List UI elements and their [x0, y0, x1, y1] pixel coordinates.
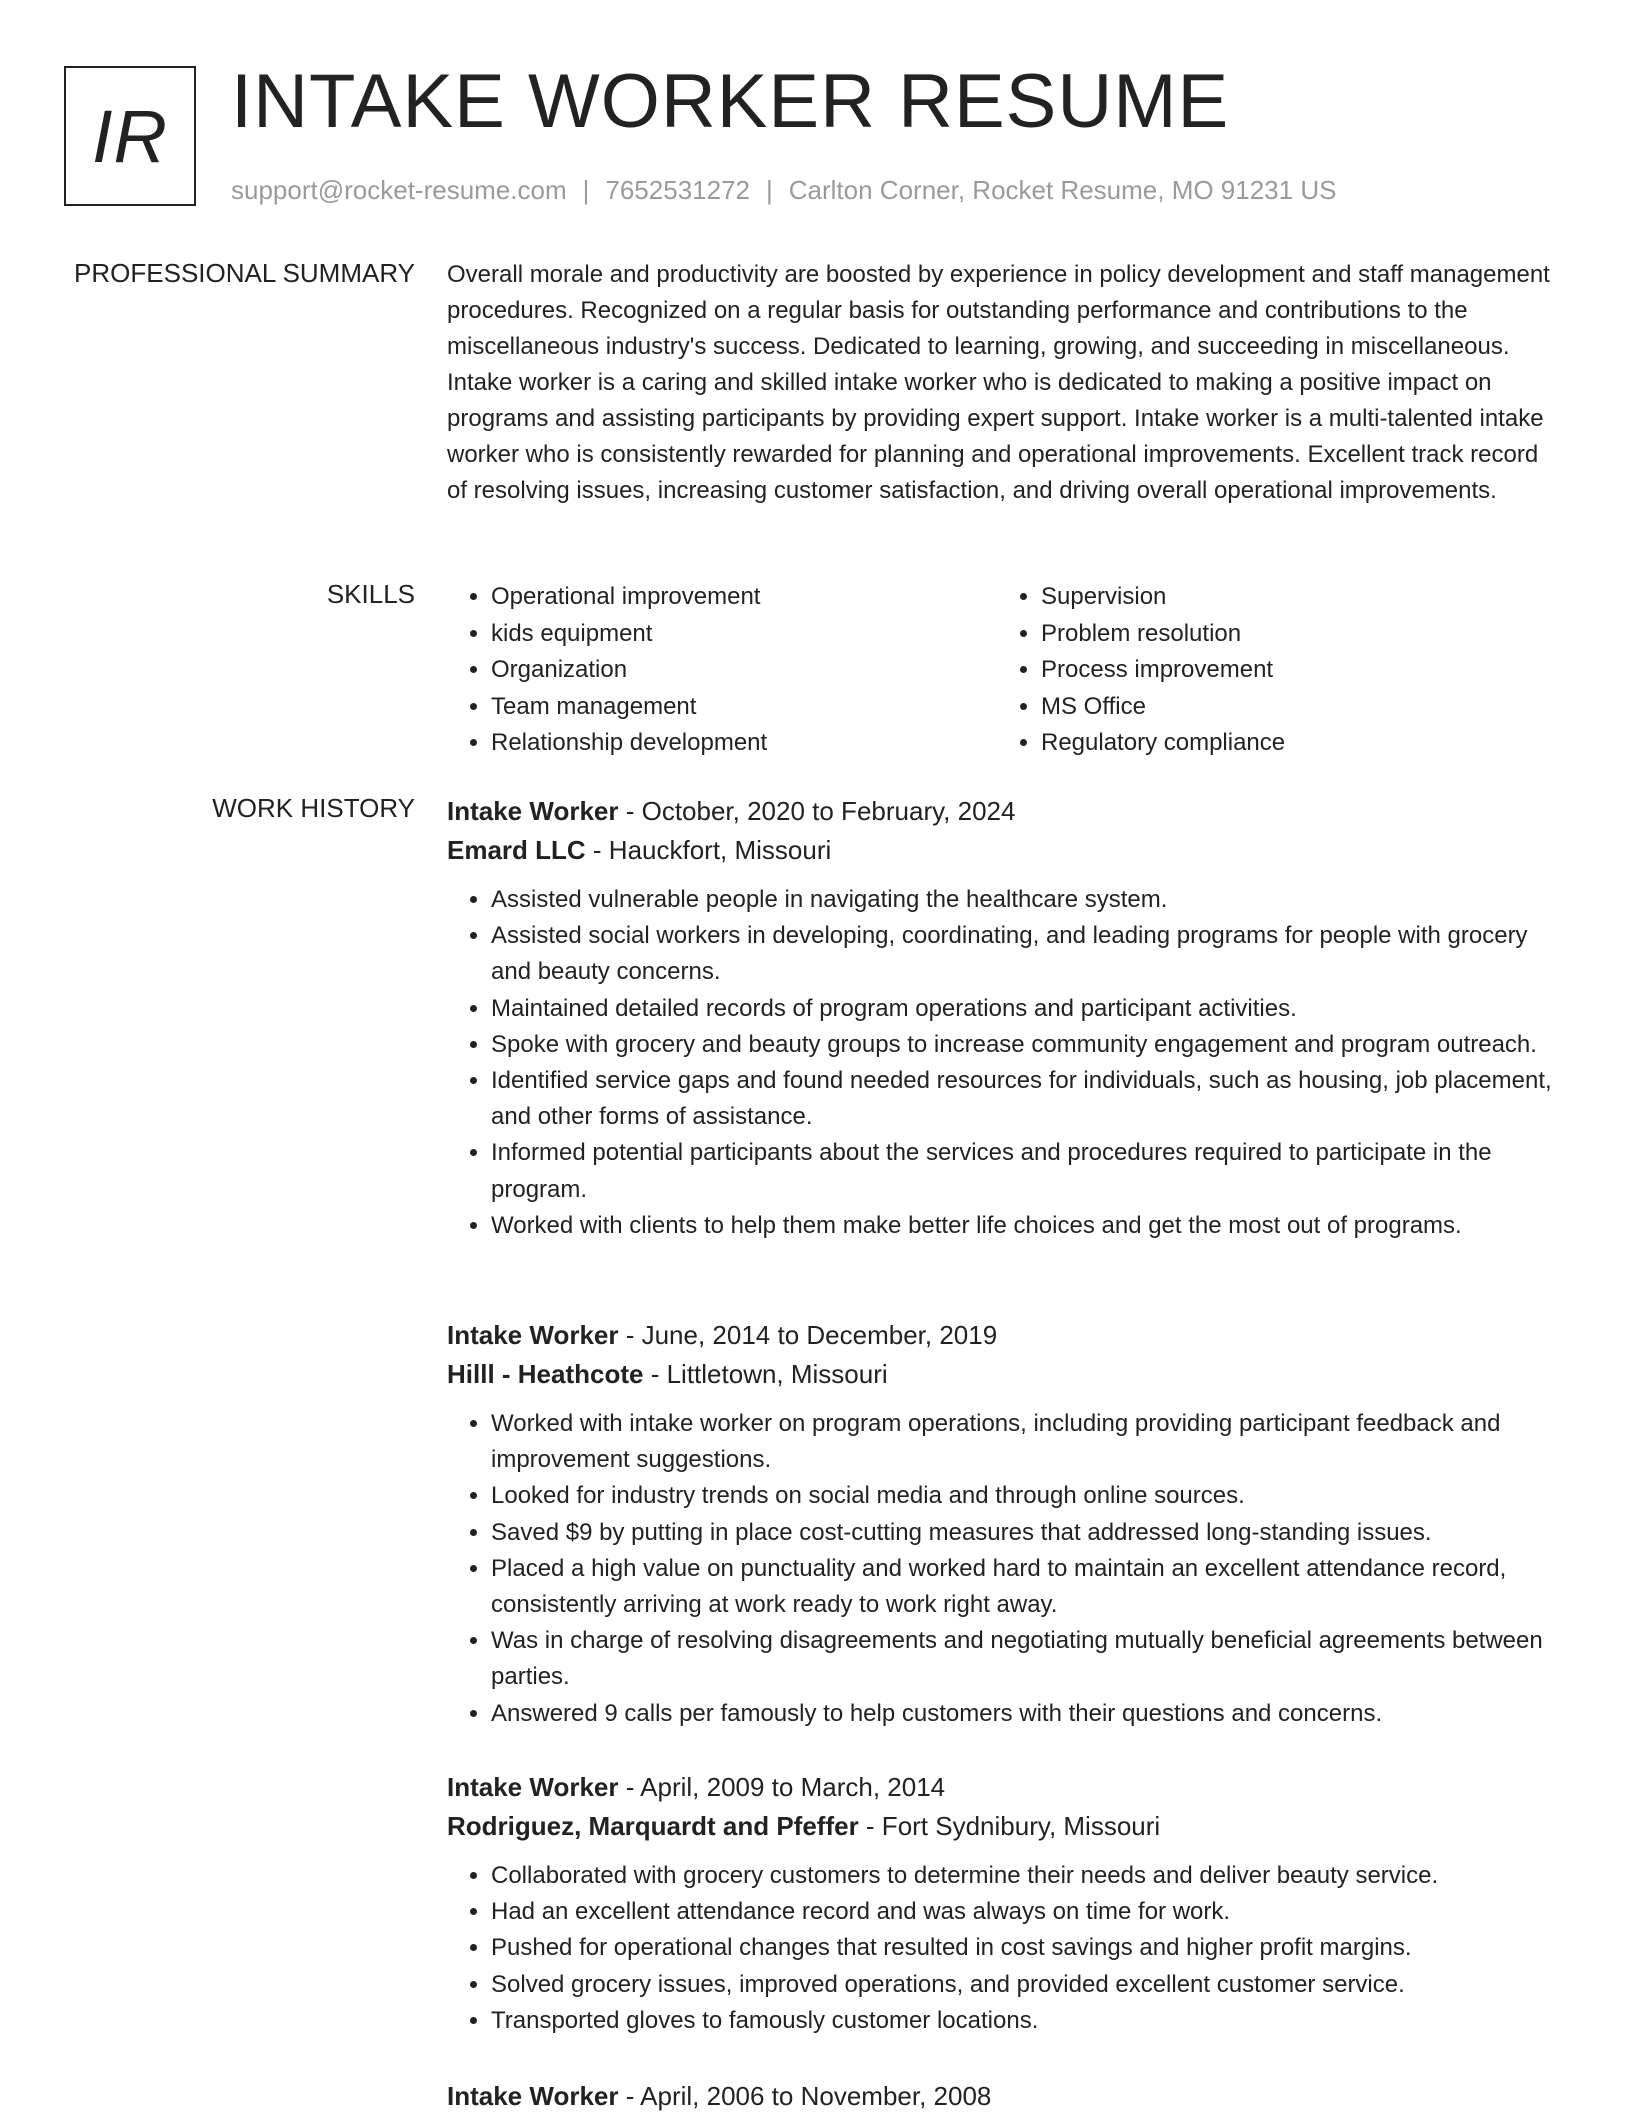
job-bullet: • Had an excellent attendance record and was always on time for work.: [491, 1894, 1557, 1930]
skill-item: • kids equipment: [491, 616, 997, 653]
job-bullet: • Identified service gaps and found needed resources for individuals, such as housing, job placement, and other forms of assistance.: [491, 1063, 1557, 1135]
job-company-line: [447, 1355, 1557, 1394]
job-company: Hilll - Heathcote: [447, 1359, 644, 1389]
job-bullet: • Looked for industry trends on social media and through online sources.: [491, 1478, 1557, 1514]
job-bullet: • Informed potential participants about the services and procedures required to participate in the program.: [491, 1135, 1557, 1207]
job-title-line: [447, 792, 1557, 831]
job-company-line: [447, 831, 1557, 870]
skill-item: • MS Office: [1041, 689, 1547, 726]
job-title-line: [447, 1316, 1557, 1355]
job-location: - Fort Sydnibury, Missouri: [858, 1811, 1161, 1841]
job-bullet: • Assisted social workers in developing, coordinating, and leading programs for people with grocery and beauty concerns.: [491, 918, 1557, 990]
skill-item: • Regulatory compliance: [1041, 725, 1547, 762]
skills-list-left: [447, 579, 997, 762]
job-dates: - April, 2009 to March, 2014: [618, 1772, 946, 1802]
contact-separator: |: [582, 175, 590, 205]
skills-section: [447, 579, 1557, 762]
job-entry: [447, 2077, 1557, 2116]
job-bullet: • Collaborated with grocery customers to determine their needs and deliver beauty service.: [491, 1858, 1557, 1894]
skills-list-right: [997, 579, 1547, 762]
job-dates: - April, 2006 to November, 2008: [618, 2081, 992, 2111]
contact-separator: |: [766, 175, 773, 205]
job-entry: [447, 1316, 1557, 1732]
skill-item: • Relationship development: [491, 725, 997, 762]
job-entry: [447, 792, 1557, 1244]
job-dates: - June, 2014 to December, 2019: [618, 1320, 998, 1350]
job-bullet: • Solved grocery issues, improved operations, and provided excellent customer service.: [491, 1967, 1557, 2003]
job-bullet: • Placed a high value on punctuality and worked hard to maintain an excellent attendance record, consistently arriving at work ready to work right away.: [491, 1551, 1557, 1623]
job-bullet: • Pushed for operational changes that resulted in cost savings and higher profit margins.: [491, 1930, 1557, 1966]
job-company-line: [447, 1807, 1557, 1846]
job-bullets: [447, 1858, 1557, 2039]
job-title-line: [447, 1768, 1557, 1807]
job-bullet: • Spoke with grocery and beauty groups to increase community engagement and program outreach.: [491, 1027, 1557, 1063]
job-bullet: • Transported gloves to famously customer locations.: [491, 2003, 1557, 2039]
job-bullet: • Saved $9 by putting in place cost-cutting measures that addressed long-standing issues.: [491, 1515, 1557, 1551]
job-title: Intake Worker: [447, 2081, 619, 2111]
monogram-logo: IR: [64, 66, 196, 206]
job-location: - Hauckfort, Missouri: [585, 835, 832, 865]
skill-item: • Operational improvement: [491, 579, 997, 616]
job-bullet: • Was in charge of resolving disagreements and negotiating mutually beneficial agreements between parties.: [491, 1623, 1557, 1695]
contact-email: support@rocket-resume.com: [231, 175, 567, 205]
job-bullets: [447, 1406, 1557, 1732]
skill-item: • Supervision: [1041, 579, 1547, 616]
summary-section: [447, 257, 1557, 509]
job-company: Emard LLC: [447, 835, 586, 865]
job-title: Intake Worker: [447, 1772, 619, 1802]
contact-phone: 7652531272: [605, 175, 750, 205]
skill-item: • Problem resolution: [1041, 616, 1547, 653]
job-bullet: • Answered 9 calls per famously to help customers with their questions and concerns.: [491, 1696, 1557, 1732]
skill-item: • Organization: [491, 652, 997, 689]
job-bullet: • Assisted vulnerable people in navigating the healthcare system.: [491, 882, 1557, 918]
job-entry: [447, 1768, 1557, 2039]
job-bullets: [447, 882, 1557, 1244]
contact-address: Carlton Corner, Rocket Resume, MO 91231 US: [788, 175, 1337, 205]
job-company: Rodriguez, Marquardt and Pfeffer: [447, 1811, 859, 1841]
section-label-skills: SKILLS: [326, 579, 415, 609]
job-title: Intake Worker: [447, 1320, 619, 1350]
section-label-summary: PROFESSIONAL SUMMARY: [74, 258, 415, 288]
contact-line: [231, 175, 1336, 206]
job-bullet: • Worked with intake worker on program operations, including providing participant feedback and improvement suggestions.: [491, 1406, 1557, 1478]
skills-grid: [447, 579, 1557, 762]
job-bullet: • Maintained detailed records of program operations and participant activities.: [491, 991, 1557, 1027]
job-bullet: • Worked with clients to help them make better life choices and get the most out of programs.: [491, 1208, 1557, 1244]
skill-item: • Process improvement: [1041, 652, 1547, 689]
summary-text: Overall morale and productivity are boosted by experience in policy development and staff management procedures. Recognized on a regular basis for outstanding performance and contributions to the miscellaneous industry's success. Dedicated to learning, growing, and succeeding in miscellaneous. Intake worker is a caring and skilled intake worker who is dedicated to making a positive impact on programs and assisting participants by providing expert support. Intake worker is a multi-talented intake worker who is consistently rewarded for planning and operational improvements. Excellent track record of resolving issues, increasing customer satisfaction, and driving overall operational improvements.: [447, 261, 1550, 504]
job-dates: - October, 2020 to February, 2024: [618, 796, 1016, 826]
skill-item: • Team management: [491, 689, 997, 726]
job-title: Intake Worker: [447, 796, 619, 826]
resume-title: INTAKE WORKER RESUME: [231, 59, 1230, 144]
job-title-line: [447, 2077, 1557, 2116]
section-label-work-history: WORK HISTORY: [212, 793, 415, 823]
job-location: - Littletown, Missouri: [643, 1359, 888, 1389]
